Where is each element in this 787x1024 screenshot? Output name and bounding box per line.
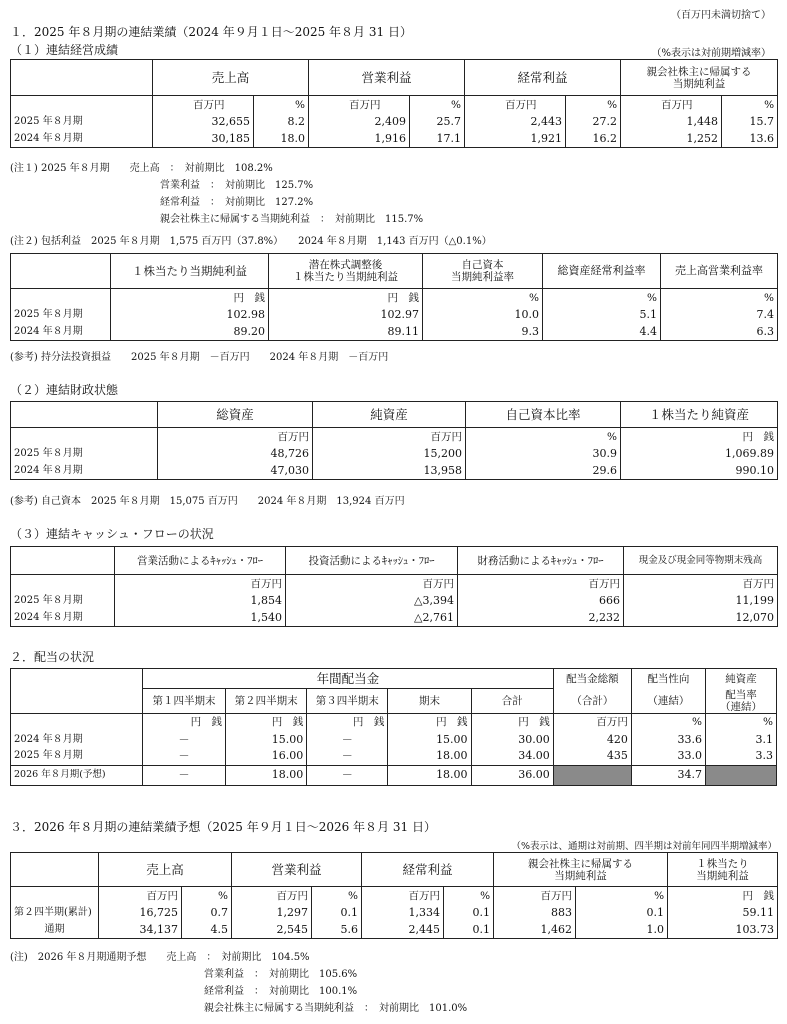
header-total-assets: 総資産 — [158, 402, 313, 428]
header-roe — [423, 254, 543, 289]
value-cell: 103.73 — [668, 922, 778, 939]
corner-cell — [11, 547, 115, 575]
value-cell: 15,200 — [313, 446, 466, 463]
value-cell: － — [307, 731, 388, 748]
value-cell: 0.1 — [444, 905, 494, 922]
value-cell: 4.5 — [182, 922, 232, 939]
value-cell: 48,726 — [158, 446, 313, 463]
section-2-title: ２．配当の状況 — [10, 650, 95, 664]
unit-m: 百万円 — [286, 575, 458, 593]
value-cell: 59.11 — [668, 905, 778, 922]
value-cell: 1,540 — [115, 610, 286, 627]
forecast-table — [10, 852, 778, 939]
row-label: 通期 — [11, 922, 99, 939]
value-cell: 435 — [553, 748, 631, 765]
value-cell: 30.9 — [466, 446, 621, 463]
value-cell: 15.00 — [388, 731, 471, 748]
header-annual-dividend: 年間配当金 — [142, 669, 553, 689]
forecast-note-line1: (注) 2026 年８月期通期予想 売上高 ： 対前期比 104.5% — [10, 952, 310, 963]
section-1-title: １．2025 年８月期の連結業績（2024 年９月１日～2025 年８月 31 日） — [10, 25, 412, 39]
header-total-dividend: 配当金総額 — [553, 669, 631, 689]
corner-cell — [11, 689, 143, 714]
value-cell: 2,545 — [232, 922, 312, 939]
header-net-income — [494, 853, 668, 887]
header-bps: １株当たり純資産 — [621, 402, 778, 428]
value-cell: 1,334 — [362, 905, 444, 922]
unit-pct: % — [312, 887, 362, 905]
value-cell: 16.00 — [226, 748, 307, 765]
value-cell: 6.3 — [661, 324, 778, 341]
row-label: 2024 年８月期 — [11, 324, 111, 341]
value-cell: － — [307, 765, 388, 785]
unit-pct: % — [576, 887, 668, 905]
value-cell: △2,761 — [286, 610, 458, 627]
value-cell: 11,199 — [624, 593, 778, 610]
value-cell: 17.1 — [410, 131, 465, 148]
header-roe-line2: 当期純利益率 — [451, 271, 514, 283]
value-cell: 1,448 — [621, 114, 722, 131]
header-sales: 売上高 — [153, 60, 309, 96]
equity-note: (参考) 自己資本 2025 年８月期 15,075 百万円 2024 年８月期 13,924 百万円 — [10, 496, 405, 507]
shaded-cell — [553, 765, 631, 785]
value-cell: 29.6 — [466, 463, 621, 480]
header-op-margin: 売上高営業利益率 — [661, 254, 778, 289]
header-roe-line1: 自己資本 — [461, 259, 504, 271]
row-label-forecast: 2026 年８月期(予想) — [11, 765, 143, 785]
unit-yen: 円 銭 — [226, 713, 307, 731]
header-net-income-line1: 親会社株主に帰属する — [646, 65, 752, 78]
unit-yen: 円 銭 — [471, 713, 553, 731]
value-cell: 34,137 — [99, 922, 182, 939]
value-cell: 12,070 — [624, 610, 778, 627]
row-label: 第２四半期(累計) — [11, 905, 99, 922]
value-cell: － — [142, 731, 225, 748]
forecast-pct-note: （%表示は、通期は対前期、四半期は対前年同四半期増減率） — [511, 841, 777, 852]
value-cell: 2,409 — [309, 114, 410, 131]
unit-pct: % — [566, 96, 621, 114]
header-net-income-line2: 当期純利益 — [672, 77, 726, 90]
value-cell: 0.7 — [182, 905, 232, 922]
note-1-line1: (注１) 2025 年８月期 売上高 ： 対前期比 108.2% — [10, 163, 273, 174]
value-cell: 18.00 — [388, 748, 471, 765]
value-cell: 34.00 — [471, 748, 553, 765]
value-cell: 5.1 — [543, 307, 661, 324]
per-share-table — [10, 253, 778, 341]
value-cell: 0.1 — [444, 922, 494, 939]
unit-m: 百万円 — [309, 96, 410, 114]
value-cell: － — [307, 748, 388, 765]
value-cell: 0.1 — [576, 905, 668, 922]
header-eps-line2: 当期純利益 — [696, 869, 749, 882]
header-eps — [668, 853, 778, 887]
row-label: 2025 年８月期 — [11, 114, 153, 131]
value-cell: 18.00 — [226, 765, 307, 785]
unit-m: 百万円 — [313, 428, 466, 446]
unit-pct: % — [410, 96, 465, 114]
value-cell: 3.3 — [705, 748, 776, 765]
header-equity-ratio: 自己資本比率 — [466, 402, 621, 428]
value-cell: 33.6 — [631, 731, 705, 748]
equity-method-note: (参考) 持分法投資損益 2025 年８月期 －百万円 2024 年８月期 －百万円 — [10, 352, 389, 363]
header-diluted-eps-line2: １株当たり当期純利益 — [293, 271, 398, 283]
section-1-1-title: （１）連結経営成績 — [10, 43, 119, 57]
unit-pct: % — [722, 96, 778, 114]
header-q3: 第３四半期末 — [307, 689, 388, 714]
unit-m: 百万円 — [362, 887, 444, 905]
row-label: 2024 年８月期 — [11, 463, 158, 480]
value-cell: 47,030 — [158, 463, 313, 480]
value-cell: 4.4 — [543, 324, 661, 341]
value-cell: 666 — [458, 593, 624, 610]
unit-m: 百万円 — [115, 575, 286, 593]
unit-yen: 円 銭 — [269, 289, 423, 307]
value-cell: 36.00 — [471, 765, 553, 785]
value-cell: 10.0 — [423, 307, 543, 324]
dividends-table — [10, 668, 777, 786]
value-cell: 13.6 — [722, 131, 778, 148]
unit-row-label — [11, 887, 99, 905]
unit-m: 百万円 — [621, 96, 722, 114]
unit-pct: % — [444, 887, 494, 905]
header-net-assets: 純資産 — [313, 402, 466, 428]
value-cell: 30.00 — [471, 731, 553, 748]
header-eps-line1: １株当たり — [696, 857, 749, 870]
corner-cell — [11, 669, 143, 689]
header-investing-cf: 投資活動によるｷｬｯｼｭ・ﾌﾛｰ — [286, 547, 458, 575]
value-cell: 89.11 — [269, 324, 423, 341]
cash-flow-table — [10, 546, 778, 627]
header-operating-profit: 営業利益 — [232, 853, 362, 887]
value-cell: 2,445 — [362, 922, 444, 939]
header-payout-ratio-sub: （連結） — [631, 689, 705, 714]
unit-row-label — [11, 575, 115, 593]
header-sales: 売上高 — [99, 853, 232, 887]
value-cell: 1,916 — [309, 131, 410, 148]
header-q1: 第１四半期末 — [142, 689, 225, 714]
unit-m: 百万円 — [458, 575, 624, 593]
value-cell: 16,725 — [99, 905, 182, 922]
header-diluted-eps-line1: 潜在株式調整後 — [308, 259, 383, 271]
unit-m: 百万円 — [232, 887, 312, 905]
unit-m: 百万円 — [158, 428, 313, 446]
header-eps: １株当たり当期純利益 — [111, 254, 269, 289]
row-label: 2025 年８月期 — [11, 593, 115, 610]
header-operating-cf: 営業活動によるｷｬｯｼｭ・ﾌﾛｰ — [115, 547, 286, 575]
unit-m: 百万円 — [465, 96, 566, 114]
unit-m: 百万円 — [553, 713, 631, 731]
unit-yen: 円 銭 — [307, 713, 388, 731]
value-cell: 15.00 — [226, 731, 307, 748]
note-1-line4: 親会社株主に帰属する当期純利益 ： 対前期比 115.7% — [160, 214, 424, 225]
header-ordinary-profit: 経常利益 — [362, 853, 494, 887]
header-doe-line2: 配当率 — [725, 688, 757, 701]
forecast-note-line4: 親会社株主に帰属する当期純利益 ： 対前期比 101.0% — [204, 1003, 468, 1014]
section-3-title: ３．2026 年８月期の連結業績予想（2025 年９月１日～2026 年８月 31 日） — [10, 820, 436, 834]
header-net-income — [621, 60, 778, 96]
value-cell: 9.3 — [423, 324, 543, 341]
unit-pct: % — [631, 713, 705, 731]
value-cell: 990.10 — [621, 463, 778, 480]
header-payout-ratio: 配当性向 — [631, 669, 705, 689]
unit-row-label — [11, 713, 143, 731]
value-cell: 33.0 — [631, 748, 705, 765]
value-cell: 102.97 — [269, 307, 423, 324]
header-operating-profit: 営業利益 — [309, 60, 465, 96]
value-cell: 27.2 — [566, 114, 621, 131]
header-doe: 純資産 — [705, 669, 776, 689]
financial-position-table — [10, 401, 778, 480]
unit-m: 百万円 — [99, 887, 182, 905]
unit-pct: % — [705, 713, 776, 731]
header-doe-line3: （連結） — [719, 700, 762, 713]
section-1-3-title: （３）連結キャッシュ・フローの状況 — [10, 527, 214, 541]
corner-cell — [11, 402, 158, 428]
value-cell: △3,394 — [286, 593, 458, 610]
header-roa: 総資産経常利益率 — [543, 254, 661, 289]
unit-yen: 円 銭 — [111, 289, 269, 307]
value-cell: 7.4 — [661, 307, 778, 324]
header-diluted-eps — [269, 254, 423, 289]
value-cell: 3.1 — [705, 731, 776, 748]
value-cell: 13,958 — [313, 463, 466, 480]
row-label: 2025 年８月期 — [11, 446, 158, 463]
value-cell: 30,185 — [153, 131, 254, 148]
unit-pct: % — [182, 887, 232, 905]
unit-pct: % — [661, 289, 778, 307]
value-cell: 1,069.89 — [621, 446, 778, 463]
header-total-dividend-sub: （合計） — [553, 689, 631, 714]
corner-cell — [11, 60, 153, 96]
note-1-line2: 営業利益 ： 対前期比 125.7% — [160, 180, 314, 191]
header-cash-balance: 現金及び現金同等物期末残高 — [624, 547, 778, 575]
unit-pct: % — [423, 289, 543, 307]
header-total: 合計 — [471, 689, 553, 714]
unit-yen: 円 銭 — [142, 713, 225, 731]
unit-pct: % — [466, 428, 621, 446]
value-cell: 18.00 — [388, 765, 471, 785]
header-financing-cf: 財務活動によるｷｬｯｼｭ・ﾌﾛｰ — [458, 547, 624, 575]
section-1-2-title: （２）連結財政状態 — [10, 383, 119, 397]
forecast-note-line3: 経常利益 ： 対前期比 100.1% — [204, 986, 358, 997]
header-net-income-line1: 親会社株主に帰属する — [528, 857, 634, 870]
unit-row-label — [11, 428, 158, 446]
unit-m: 百万円 — [624, 575, 778, 593]
value-cell: 5.6 — [312, 922, 362, 939]
value-cell: 1,854 — [115, 593, 286, 610]
value-cell: 89.20 — [111, 324, 269, 341]
row-label: 2024 年８月期 — [11, 131, 153, 148]
value-cell: 18.0 — [254, 131, 309, 148]
value-cell: 883 — [494, 905, 576, 922]
value-cell: 2,232 — [458, 610, 624, 627]
value-cell: 25.7 — [410, 114, 465, 131]
unit-m: 百万円 — [494, 887, 576, 905]
forecast-note-line2: 営業利益 ： 対前期比 105.6% — [204, 969, 358, 980]
row-label: 2025 年８月期 — [11, 307, 111, 324]
unit-yen: 円 銭 — [621, 428, 778, 446]
value-cell: 32,655 — [153, 114, 254, 131]
value-cell: 0.1 — [312, 905, 362, 922]
note-2: (注２) 包括利益 2025 年８月期 1,575 百万円（37.8%） 2024 年８月期 1,143 百万円（△0.1%） — [10, 236, 492, 247]
unit-row-label — [11, 96, 153, 114]
corner-cell — [11, 254, 111, 289]
value-cell: 15.7 — [722, 114, 778, 131]
unit-row-label — [11, 289, 111, 307]
value-cell: 2,443 — [465, 114, 566, 131]
value-cell: 34.7 — [631, 765, 705, 785]
value-cell: 420 — [553, 731, 631, 748]
value-cell: 16.2 — [566, 131, 621, 148]
unit-yen: 円 銭 — [388, 713, 471, 731]
unit-yen: 円 銭 — [668, 887, 778, 905]
unit-m: 百万円 — [153, 96, 254, 114]
row-label: 2025 年８月期 — [11, 748, 143, 765]
value-cell: 1,462 — [494, 922, 576, 939]
row-label: 2024 年８月期 — [11, 610, 115, 627]
operating-results-table — [10, 59, 778, 148]
header-q2: 第２四半期末 — [226, 689, 307, 714]
value-cell: 1.0 — [576, 922, 668, 939]
value-cell: 1,297 — [232, 905, 312, 922]
pct-note: （%表示は対前期増減率） — [651, 48, 771, 59]
unit-pct: % — [254, 96, 309, 114]
value-cell: － — [142, 765, 225, 785]
value-cell: － — [142, 748, 225, 765]
value-cell: 1,921 — [465, 131, 566, 148]
value-cell: 1,252 — [621, 131, 722, 148]
unit-pct: % — [543, 289, 661, 307]
value-cell: 8.2 — [254, 114, 309, 131]
note-1-line3: 経常利益 ： 対前期比 127.2% — [160, 197, 314, 208]
unit-note: （百万円未満切捨て） — [671, 10, 771, 21]
header-ordinary-profit: 経常利益 — [465, 60, 621, 96]
value-cell: 102.98 — [111, 307, 269, 324]
corner-cell — [11, 853, 99, 887]
header-year-end: 期末 — [388, 689, 471, 714]
shaded-cell — [705, 765, 776, 785]
header-doe-sub — [705, 689, 776, 714]
row-label: 2024 年８月期 — [11, 731, 143, 748]
header-net-income-line2: 当期純利益 — [554, 869, 607, 882]
